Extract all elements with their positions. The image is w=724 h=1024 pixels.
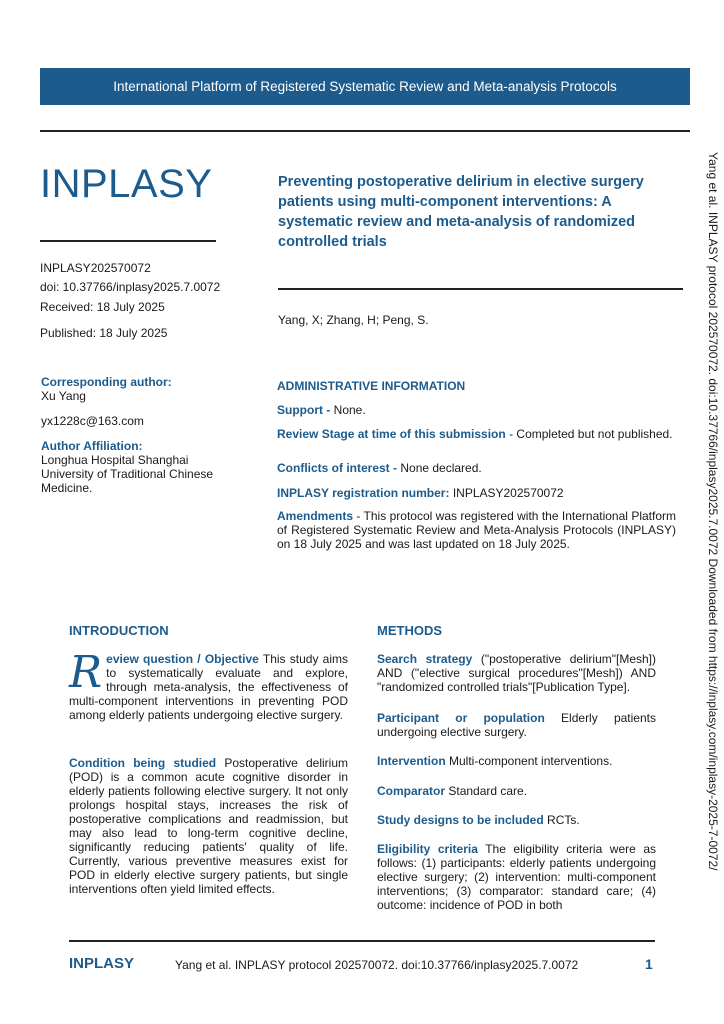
review-question-text: This study aims to systematically evaluate and explore, through meta-analysis, the effectiveness of multi-component interventions in preventing POD among elderly patients undergoing elective surgery. xyxy=(69,652,348,722)
admin-review-stage xyxy=(277,427,676,441)
comparator-label: Comparator xyxy=(377,784,446,798)
affiliation-text: Longhua Hospital Shanghai University of Traditional Chinese Medicine. xyxy=(41,453,214,495)
conflicts-label: Conflicts of interest - xyxy=(277,461,398,475)
dropcap-letter: R xyxy=(69,647,103,698)
search-strategy xyxy=(377,652,656,694)
affiliation-label: Author Affiliation: xyxy=(41,439,143,453)
comparator-text: Standard care. xyxy=(445,784,528,798)
footer-divider xyxy=(69,940,655,942)
side-citation xyxy=(700,152,724,892)
study-designs-text: RCTs. xyxy=(543,813,580,827)
top-divider xyxy=(40,130,690,132)
title-divider xyxy=(278,288,683,290)
review-question xyxy=(69,647,348,722)
comparator xyxy=(377,784,656,798)
corresponding-label: Corresponding author: xyxy=(41,375,172,389)
intervention xyxy=(377,754,656,768)
admin-heading: ADMINISTRATIVE INFORMATION xyxy=(277,379,466,393)
registration-label: INPLASY registration number: xyxy=(277,486,450,500)
participants-label: Participant or population xyxy=(377,711,545,725)
review-question-label: eview question / Objective xyxy=(106,652,259,666)
intervention-label: Intervention xyxy=(377,754,446,768)
header-banner xyxy=(40,68,690,105)
paper-title: Preventing postoperative delirium in elective surgery patients using multi-component interventions: A systematic review and meta-analysis of randomized controlled trials xyxy=(278,174,644,250)
eligibility-criteria xyxy=(377,842,656,912)
received-date: Received: 18 July 2025 xyxy=(40,300,165,314)
admin-conflicts xyxy=(277,461,676,475)
brand-divider xyxy=(40,240,216,242)
admin-support xyxy=(277,403,676,417)
footer-citation: Yang et al. INPLASY protocol 202570072. doi:10.37766/inplasy2025.7.0072 xyxy=(175,958,579,972)
support-value: None. xyxy=(330,403,366,417)
page-number: 1 xyxy=(645,956,653,972)
amendments-label: Amendments xyxy=(277,509,354,523)
corresponding-email: yx1228c@163.com xyxy=(41,414,144,428)
protocol-doi: doi: 10.37766/inplasy2025.7.0072 xyxy=(40,280,221,294)
eligibility-label: Eligibility criteria xyxy=(377,842,478,856)
study-designs xyxy=(377,813,656,827)
corresponding-author xyxy=(41,375,231,495)
review-label: Review Stage at time of this submission xyxy=(277,427,506,441)
admin-registration xyxy=(277,486,676,500)
condition-text: Postoperative delirium (POD) is a common acute cognitive disorder in elderly patients following elective surgery. It not only prolongs hospital stays, increases the risk of postoperative complications and readmission, but may also lead to long-term cognitive decline, significantly reducing patients' quality of life. Currently, various preventive measures exist for POD in elderly elective surgery patients, but single interventions often yield limited effects. xyxy=(69,756,348,896)
methods-heading: METHODS xyxy=(377,623,442,638)
conflicts-value: None declared. xyxy=(397,461,482,475)
study-designs-label: Study designs to be included xyxy=(377,813,544,827)
side-citation-text: Yang et al. INPLASY protocol 202570072. doi:10.37766/inplasy2025.7.0072 Downloaded from https://inplasy.com/inplasy-2025-7-0072/ xyxy=(706,152,720,871)
participants xyxy=(377,711,656,739)
search-text: ("postoperative delirium"[Mesh]) AND ("elective surgical procedures"[Mesh]) AND "randomized controlled trials"[Publication Type]. xyxy=(377,652,656,694)
support-label: Support - xyxy=(277,403,331,417)
admin-amendments xyxy=(277,509,676,551)
footer-logo: INPLASY xyxy=(69,955,135,972)
participants-text: Elderly patients undergoing elective surgery. xyxy=(377,711,656,739)
eligibility-text: The eligibility criteria were as follows: (1) participants: elderly patients undergoing elective surgery; (2) intervention: multi-component interventions; (3) comparator: standard care; (4) outcome: incidence of POD in both xyxy=(377,842,656,912)
registration-value: INPLASY202570072 xyxy=(449,486,564,500)
protocol-id: INPLASY202570072 xyxy=(40,261,151,275)
amendments-value: - This protocol was registered with the International Platform of Registered Systematic Review and Meta-Analysis Protocols (INPLASY) on 18 July 2025 and was last updated on 18 July 2025. xyxy=(277,509,676,551)
introduction-heading: INTRODUCTION xyxy=(69,623,169,638)
review-value: - Completed but not published. xyxy=(505,427,673,441)
condition-studied xyxy=(69,756,348,896)
condition-label: Condition being studied xyxy=(69,756,217,770)
banner-text: International Platform of Registered Systematic Review and Meta-analysis Protocols xyxy=(113,79,617,94)
inplasy-logo: INPLASY xyxy=(40,162,213,206)
corresponding-name: Xu Yang xyxy=(41,389,86,403)
intervention-text: Multi-component interventions. xyxy=(445,754,613,768)
search-label: Search strategy xyxy=(377,652,473,666)
authors: Yang, X; Zhang, H; Peng, S. xyxy=(278,313,429,327)
published-date: Published: 18 July 2025 xyxy=(40,326,168,340)
